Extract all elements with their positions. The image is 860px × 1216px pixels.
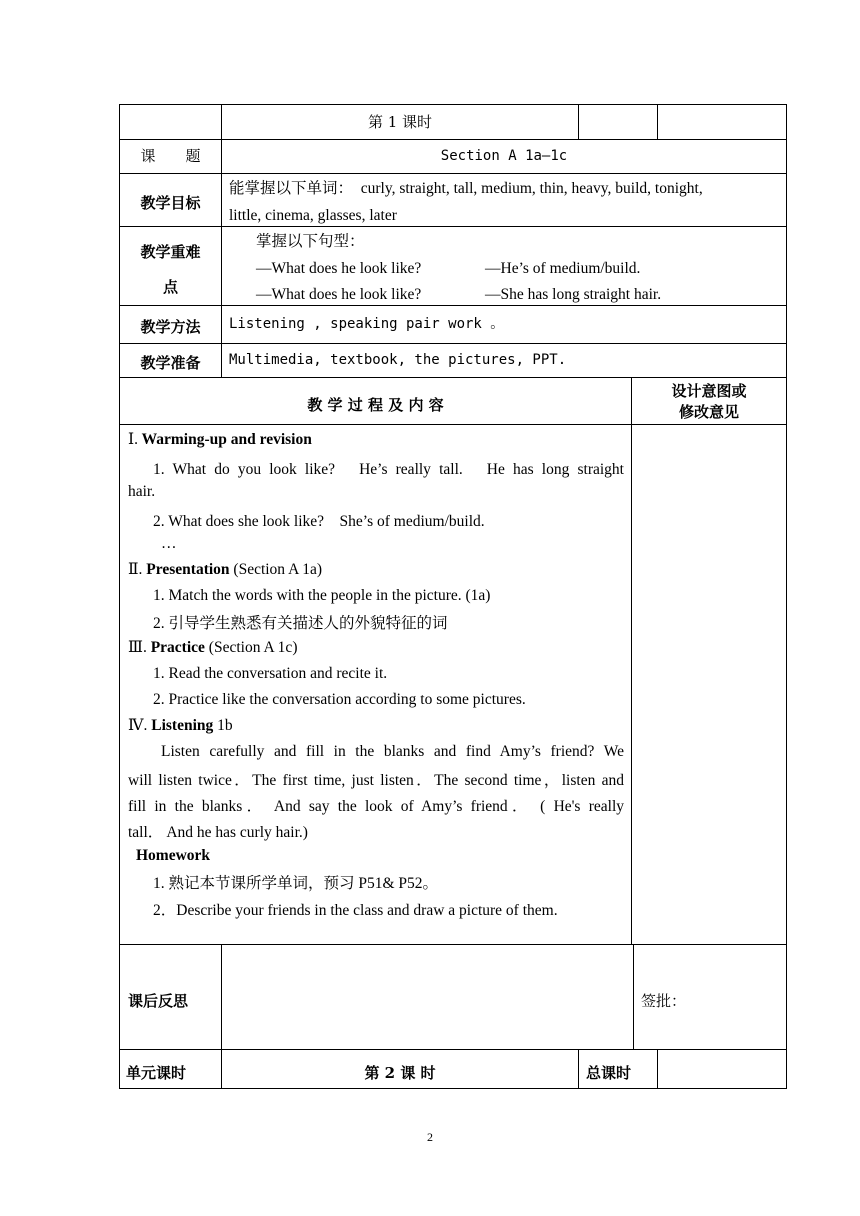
total-lessons-label: 总课时 bbox=[586, 1064, 632, 1082]
listening-paragraph-line: will listen twice．The first time, just listen．The second time，listen and bbox=[128, 772, 624, 789]
lesson-count-value: 第 2 课 时 bbox=[364, 1064, 436, 1082]
listening-paragraph-line: Listen carefully and fill in the blanks and find Amy’s friend? We bbox=[161, 743, 624, 760]
goals-text-line2: little, cinema, glasses, later bbox=[229, 207, 397, 224]
section-title: Presentation bbox=[142, 561, 230, 578]
table-border bbox=[578, 104, 579, 139]
table-border bbox=[119, 343, 787, 344]
table-border bbox=[119, 104, 787, 105]
homework-heading bbox=[136, 847, 210, 865]
method-label: 教学方法 bbox=[140, 318, 201, 336]
table-border bbox=[578, 1049, 579, 1088]
warmup-ellipsis: … bbox=[161, 535, 177, 552]
section-number: Ⅳ. bbox=[128, 717, 148, 734]
listening-paragraph-line: fill in the blanks． And say the look of Amy’s friend． ( He's really bbox=[128, 798, 624, 815]
process-content bbox=[128, 428, 624, 938]
table-border bbox=[119, 226, 787, 227]
side-column-title-2: 修改意见 bbox=[678, 403, 739, 421]
goals-text-line1: 能掌握以下单词： curly, straight, tall, medium, thin, heavy, build, tonight, bbox=[229, 180, 703, 197]
table-border bbox=[633, 944, 634, 1049]
listening-paragraph-line: tall． And he has curly hair.) bbox=[128, 824, 308, 841]
key-question-1: —What does he look like? bbox=[256, 260, 422, 277]
presentation-item-1: 1. Match the words with the people in the picture. (1a) bbox=[153, 587, 491, 604]
section-number: Ⅲ. bbox=[128, 639, 147, 656]
reflection-label: 课后反思 bbox=[128, 992, 189, 1010]
table-border bbox=[631, 377, 632, 944]
table-border bbox=[786, 104, 787, 1089]
table-border bbox=[119, 305, 787, 306]
unit-lesson-label: 单元课时 bbox=[126, 1064, 187, 1082]
warmup-item-1: 1. What do you look like? He’s really tall. He has long straight bbox=[153, 461, 624, 478]
table-border bbox=[221, 104, 222, 377]
section-number: Ⅰ. bbox=[128, 431, 138, 448]
section-subtitle: 1b bbox=[213, 717, 233, 734]
table-border bbox=[119, 424, 787, 425]
side-column-title: 设计意图或 bbox=[671, 382, 747, 400]
presentation-item-2: 2. 引导学生熟悉有关描述人的外貌特征的词 bbox=[153, 615, 448, 632]
topic-value: Section A 1a—1c bbox=[440, 148, 568, 164]
section-subtitle: (Section A 1c) bbox=[204, 639, 298, 656]
section-title: Warming-up and revision bbox=[138, 431, 312, 448]
section-presentation-heading bbox=[128, 560, 322, 579]
table-border bbox=[119, 377, 787, 378]
section-title: Practice bbox=[146, 639, 205, 656]
section-listening-heading bbox=[128, 716, 233, 735]
section-title: Listening bbox=[147, 717, 214, 734]
method-value: Listening , speaking pair work 。 bbox=[229, 316, 505, 332]
table-border bbox=[119, 1049, 787, 1050]
topic-label: 课 题 bbox=[140, 147, 201, 165]
prep-label: 教学准备 bbox=[140, 354, 201, 372]
table-border bbox=[221, 944, 222, 1049]
sign-label: 签批： bbox=[641, 992, 687, 1010]
key-points-label: 教学重难 bbox=[140, 243, 201, 261]
warmup-item-1-cont: hair. bbox=[128, 483, 156, 500]
practice-item-1: 1. Read the conversation and recite it. bbox=[153, 665, 388, 682]
table-border bbox=[657, 104, 658, 139]
lesson-label: 第 1 课时 bbox=[367, 113, 433, 131]
key-question-2: —What does he look like? bbox=[256, 286, 422, 303]
key-points-label-2: 点 bbox=[162, 278, 178, 296]
table-border bbox=[119, 1088, 787, 1089]
section-subtitle: (Section A 1a) bbox=[229, 561, 323, 578]
section-practice-heading bbox=[128, 638, 297, 657]
homework-item-1: 1. 熟记本节课所学单词，预习 P51& P52。 bbox=[153, 875, 439, 892]
practice-item-2: 2. Practice like the conversation according to some pictures. bbox=[153, 691, 526, 708]
homework-title: Homework bbox=[136, 847, 211, 864]
table-border bbox=[119, 139, 787, 140]
key-answer-1: —He’s of medium/build. bbox=[485, 260, 641, 277]
key-points-intro: 掌握以下句型： bbox=[256, 233, 365, 250]
table-border bbox=[119, 944, 787, 945]
table-border bbox=[119, 173, 787, 174]
process-title: 教 学 过 程 及 内 容 bbox=[307, 396, 444, 414]
section-number: Ⅱ. bbox=[128, 561, 143, 578]
section-warmup-heading bbox=[128, 430, 312, 449]
warmup-item-2: 2. What does she look like? She’s of medium/build. bbox=[153, 513, 485, 530]
prep-value: Multimedia, textbook, the pictures, PPT. bbox=[229, 352, 567, 368]
key-answer-2: —She has long straight hair. bbox=[485, 286, 662, 303]
page-number: 2 bbox=[427, 1130, 433, 1144]
table-border bbox=[657, 1049, 658, 1088]
goals-label: 教学目标 bbox=[140, 194, 201, 212]
homework-item-2: 2．Describe your friends in the class and draw a picture of them. bbox=[153, 902, 558, 919]
